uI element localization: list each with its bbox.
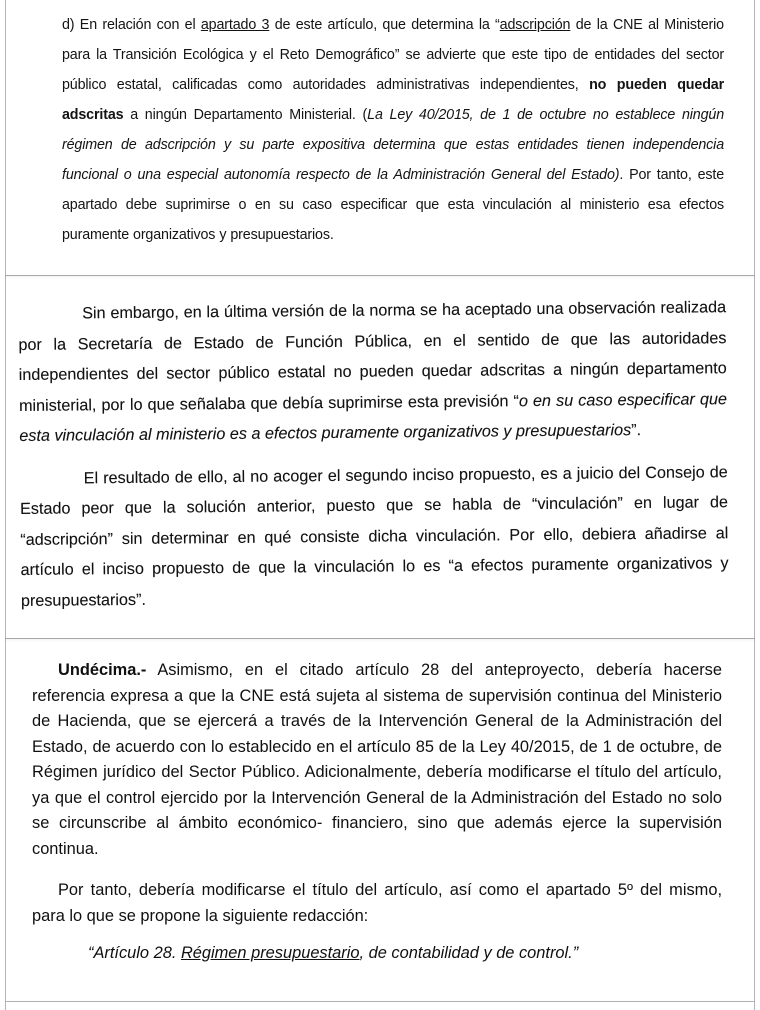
paragraph-observacion-apartado-3 — [62, 10, 724, 250]
paragraph-por-tanto — [32, 878, 722, 929]
section-observacion-apartado-3 — [6, 0, 754, 274]
page-border-right — [754, 0, 755, 1010]
paragraph-undecima — [32, 658, 722, 862]
text-segment: . Por tanto, este apartado debe suprimirse o en su caso especificar que esta vinculación al ministerio esa efectos puramente organizativos y presupuestarios. — [62, 167, 725, 243]
underlined-adscripcion: adscripción — [499, 17, 571, 33]
section-consejo-de-estado-valoracion — [6, 277, 754, 637]
underlined-apartado-3: apartado 3 — [200, 17, 270, 33]
text-segment: Asimismo, en el citado artículo 28 del anteproyecto, debería hacerse referencia expresa a que la CNE está sujeta al sistema de supervisión continua del Ministerio de Hacienda, que se ejercerá a través de la Intervención General de la Administración del Estado, de acuerdo con lo establecido en el artículo 85 de la Ley 40/2015, de 1 de octubre, de Régimen jurídico del Sector Público. Adicionalmente, debería modificarse el título del artículo, ya que el control ejercido por la Intervención General de la Administración del Estado no solo se circunscribe al ámbito económico- financiero, sino que además ejerce la supervisión continua. — [32, 661, 722, 858]
italic-ley-40-2015-nota: La Ley 40/2015, de 1 de octubre no establece ningún régimen de adscripción y su parte expositiva determina que estas entidades tienen independencia funcional o una especial autonomía respecto de la Administración General del Estado) — [62, 107, 724, 183]
scanned-text-group — [18, 292, 729, 616]
italic-quote-vinculacion: o en su caso especificar que esta vinculación al ministerio es a efectos puramente organizativos y presupuestarios — [19, 389, 728, 445]
quote-close: ” — [572, 944, 579, 962]
underlined-regimen-presupuestario: Régimen presupuestario — [180, 944, 360, 962]
quote-prefix: Artículo 28. — [93, 944, 181, 962]
section-observacion-undecima — [6, 640, 754, 1001]
heading-undecima: Undécima — [58, 661, 137, 679]
page-border-bottom — [5, 1001, 755, 1002]
quote-open: “ — [88, 944, 94, 962]
text-segment: El resultado de ello, al no acoger el segundo inciso propuesto, es a juicio del Consejo de Estado peor que la solución anterior, puesto que se habla de “vinculación” en lugar de “adscripción” sin determinar en qué consiste dicha vinculación. Por ello, debiera añadirse al artículo el inciso propuesto de que la vinculación lo es “a efectos puramente organizativos y presupuestarios”. — [19, 462, 729, 610]
heading-separator: .- — [136, 661, 147, 679]
text-segment: d) En relación con el — [62, 17, 201, 33]
text-segment: de la CNE al Ministerio para la Transición Ecológica y el Reto Demográfico” se advierte que este tipo de entidades del sector público estatal, calificadas como autoridades administrativas independientes, — [62, 17, 724, 93]
paragraph-sin-embargo — [18, 292, 727, 451]
paragraph-propuesta-redaccion — [32, 941, 722, 967]
text-segment: de este artículo, que determina la “ — [269, 17, 500, 33]
text-segment: Por tanto, debería modificarse el título del artículo, así como el apartado 5º del mismo, para lo que se propone la siguiente redacción: — [32, 881, 722, 925]
bold-no-pueden-quedar-adscritas: no pueden quedar adscritas — [62, 77, 724, 123]
text-segment: a ningún Departamento Ministerial. ( — [123, 107, 368, 123]
text-segment: Sin embargo, en la última versión de la norma se ha aceptado una observación realizada por la Secretaría de Estado de Función Pública, en el sentido de que las autoridades independientes del sector público estatal no pueden quedar adscritas a ningún departamento ministerial, por lo que señalaba que debía suprimirse esta previsión “ — [18, 298, 727, 415]
paragraph-el-resultado-de-ello — [20, 457, 729, 616]
quote-suffix: , de contabilidad y de control. — [359, 944, 573, 962]
text-segment: ”. — [631, 421, 642, 440]
